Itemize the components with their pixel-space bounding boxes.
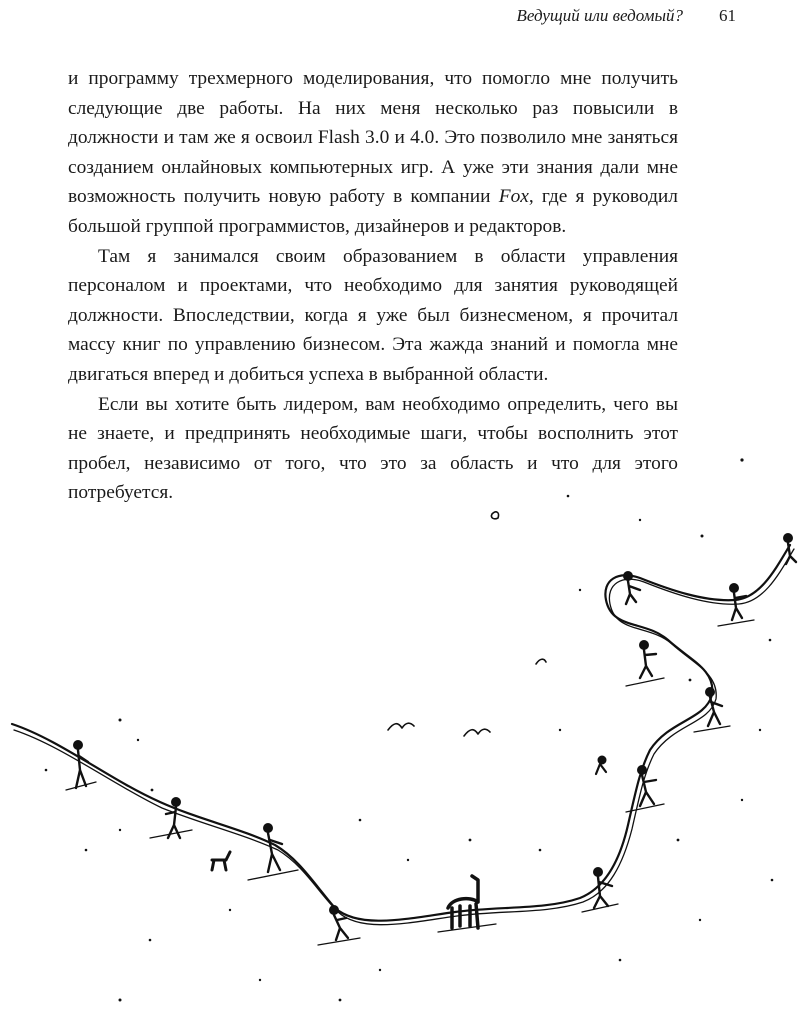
- figure-5: [582, 868, 618, 913]
- company-name: Fox: [498, 186, 529, 208]
- figure-10: [718, 584, 754, 627]
- illustration-drawing: [0, 440, 806, 1027]
- rope-figures: [66, 512, 796, 945]
- paragraph-1-text: и программу трехмерного моделирования, что помогло мне получить следующие две работы. На них меня несколько раз повысили в должности и там же я освоил Flash 3.0 и 4.0. Это позволило мне заняться созданием онлайновых компьютерных игр. А уже эти знания дали мне возможность получить новую работу в компании: [68, 68, 678, 208]
- paragraph-2: Там я занимался своим образованием в области управления персоналом и проектами, что необходимо для занятия руководящей должности. Впоследствии, когда я уже был бизнесменом, я прочитал массу книг по управлению бизнесом. Эта жажда знаний и помогла мне двигаться вперед и добиться успеха в выбранной области.: [68, 245, 678, 385]
- figure-7: [694, 688, 730, 733]
- figure-8: [626, 641, 664, 687]
- rope-line: [12, 545, 794, 925]
- small-figure: [596, 756, 606, 774]
- small-dog: [212, 852, 230, 870]
- paragraph-1: [68, 64, 678, 242]
- page-number: 61: [719, 6, 736, 25]
- ink-specks: [45, 458, 774, 1001]
- rope-path-illustration: [0, 440, 806, 1027]
- running-head: [517, 6, 737, 26]
- figure-3: [248, 824, 298, 881]
- birds: [388, 512, 546, 736]
- paragraph-1-end: , где я руководил большой группой программистов, дизайнеров и редакторов.: [68, 186, 678, 237]
- figure-2: [150, 798, 192, 839]
- paragraph-3: Если вы хотите быть лидером, вам необходимо определить, чего вы не знаете, и предпринять необходимые шаги, чтобы восполнить этот пробел, независимо от того, что это за область и что для этого потребуется.: [68, 393, 678, 504]
- figure-horse: [438, 876, 496, 932]
- chapter-title: Ведущий или ведомый?: [516, 6, 683, 25]
